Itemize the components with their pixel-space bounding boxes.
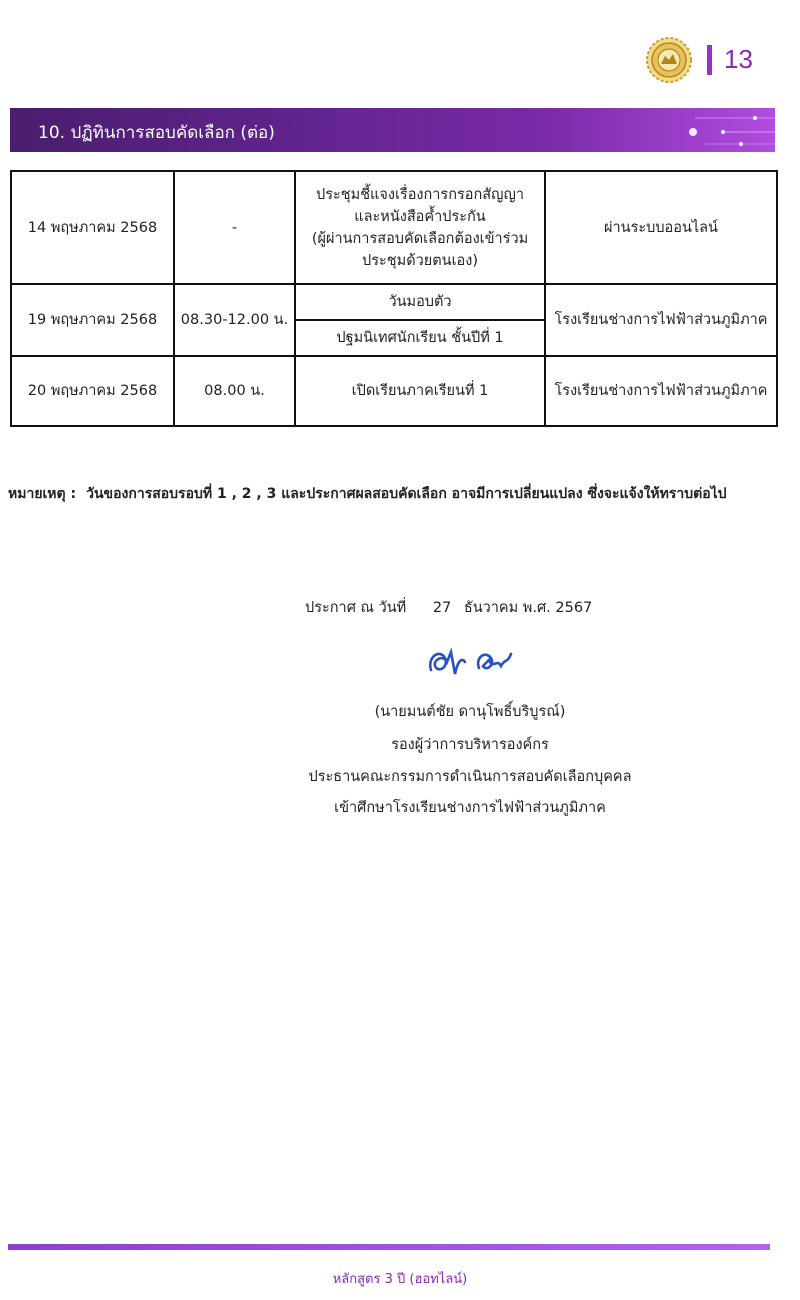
activity-line: ประชุมชี้แจงเรื่องการกรอกสัญญา <box>316 186 524 203</box>
signatory-name: (นายมนต์ชัย ดานุโพธิ์บริบูรณ์) <box>374 704 566 720</box>
schedule-date: 14 พฤษภาคม 2568 <box>11 171 174 284</box>
schedule-activity: เปิดเรียนภาคเรียนที่ 1 <box>295 356 545 426</box>
page-number-bar <box>707 45 712 75</box>
schedule-location: โรงเรียนช่างการไฟฟ้าส่วนภูมิภาค <box>545 356 777 426</box>
footer-divider <box>8 1244 770 1250</box>
activity-line: และหนังสือค้ำประกัน <box>354 208 486 225</box>
schedule-activity <box>295 171 545 284</box>
schedule-location: ผ่านระบบออนไลน์ <box>545 171 777 284</box>
table-row <box>11 284 777 320</box>
signatory-position: รองผู้ว่าการบริหารองค์กร <box>391 737 549 753</box>
exam-schedule-table <box>10 170 778 427</box>
schedule-activity: วันมอบตัว <box>295 284 545 320</box>
signatory-role-line2: เข้าศึกษาโรงเรียนช่างการไฟฟ้าส่วนภูมิภาค <box>334 800 606 816</box>
announcement-day: 27 <box>432 600 452 616</box>
schedule-time: 08.30-12.00 น. <box>174 284 295 356</box>
gear-seal-icon <box>645 36 693 84</box>
activity-line: (ผู้ผ่านการสอบคัดเลือกต้องเข้าร่วม <box>311 230 529 247</box>
announcement-date <box>305 596 600 619</box>
note <box>8 483 727 505</box>
activity-line: ประชุมด้วยตนเอง) <box>362 252 478 269</box>
section-banner <box>10 108 775 152</box>
section-title: 10. ปฏิทินการสอบคัดเลือก (ต่อ) <box>38 123 275 143</box>
schedule-location: โรงเรียนช่างการไฟฟ้าส่วนภูมิภาค <box>545 284 777 356</box>
table-row <box>11 171 777 284</box>
signatory-role-line1: ประธานคณะกรรมการดำเนินการสอบคัดเลือกบุคคล <box>308 769 632 785</box>
page-number: 13 <box>724 44 753 74</box>
schedule-activity: ปฐมนิเทศนักเรียน ชั้นปีที่ 1 <box>295 320 545 356</box>
organization-logo <box>645 36 693 84</box>
announcement-month-year: ธันวาคม พ.ศ. 2567 <box>463 600 593 616</box>
note-text: วันของการสอบรอบที่ 1 , 2 , 3 และประกาศผลสอบคัดเลือก อาจมีการเปลี่ยนแปลง ซึ่งจะแจ้งให้ทราบต่อไป <box>86 486 727 502</box>
footer-text: หลักสูตร 3 ปี (ฮอทไลน์) <box>332 1272 468 1287</box>
schedule-date: 19 พฤษภาคม 2568 <box>11 284 174 356</box>
note-label: หมายเหตุ : <box>8 486 77 502</box>
circuit-decoration-icon <box>635 108 775 152</box>
signature-image <box>425 640 535 688</box>
schedule-time: 08.00 น. <box>174 356 295 426</box>
schedule-time: - <box>174 171 295 284</box>
announcement-prefix: ประกาศ ณ วันที่ <box>305 600 407 616</box>
schedule-date: 20 พฤษภาคม 2568 <box>11 356 174 426</box>
table-row <box>11 356 777 426</box>
